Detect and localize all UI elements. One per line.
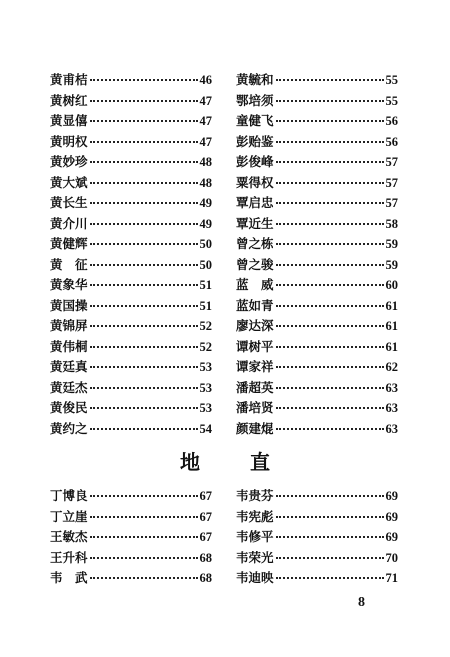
index-entry xyxy=(50,234,212,255)
entry-page-number: 49 xyxy=(199,196,212,210)
entry-name: 童健飞 xyxy=(236,113,274,128)
index-entry xyxy=(236,568,398,589)
entry-name: 彭俊峰 xyxy=(236,154,274,169)
dot-leader xyxy=(276,386,384,389)
entry-page-number: 52 xyxy=(199,339,212,354)
entry-page-number: 68 xyxy=(199,550,212,565)
index-entry xyxy=(50,398,212,419)
index-entry xyxy=(50,173,212,194)
entry-name: 黄长生 xyxy=(50,195,88,210)
entry-page-number: 49 xyxy=(199,216,212,231)
entry-name: 黄甫桔 xyxy=(50,72,88,87)
index-entry xyxy=(236,548,398,569)
dot-leader xyxy=(90,181,198,184)
entry-page-number: 63 xyxy=(385,380,398,395)
entry-page-number: 57 xyxy=(385,196,398,210)
dot-leader xyxy=(276,283,384,286)
entry-name: 潘培贤 xyxy=(236,400,274,415)
dot-leader xyxy=(90,576,198,579)
index-entry xyxy=(50,486,212,507)
dot-leader xyxy=(276,160,384,163)
entry-page-number: 57 xyxy=(385,175,398,190)
dot-leader xyxy=(276,324,384,327)
index-entry xyxy=(50,111,212,132)
dot-leader xyxy=(90,283,198,286)
entry-page-number: 69 xyxy=(385,530,398,544)
dot-leader xyxy=(276,556,384,559)
entry-page-number: 46 xyxy=(199,73,212,87)
index-entry xyxy=(50,91,212,112)
entry-name: 蓝如青 xyxy=(236,297,274,313)
index-entry xyxy=(236,234,398,255)
entry-page-number: 61 xyxy=(385,339,398,354)
entry-page-number: 47 xyxy=(199,134,212,149)
dot-leader xyxy=(90,406,198,409)
section-title xyxy=(180,446,270,475)
dot-leader xyxy=(90,515,198,518)
index-entry xyxy=(50,357,212,378)
dot-leader xyxy=(276,201,384,204)
upper-right-index-column xyxy=(236,70,398,439)
dot-leader xyxy=(276,181,384,184)
dot-leader xyxy=(90,427,198,430)
index-entry xyxy=(50,132,212,153)
entry-page-number: 69 xyxy=(385,489,398,503)
entry-page-number: 61 xyxy=(385,298,398,313)
entry-page-number: 56 xyxy=(385,114,398,128)
entry-name: 韦修平 xyxy=(236,529,274,544)
dot-leader xyxy=(276,427,384,430)
dot-leader xyxy=(90,222,198,225)
entry-name: 黄明权 xyxy=(50,133,88,149)
entry-name: 黄毓和 xyxy=(236,72,274,87)
entry-name: 黄大斌 xyxy=(50,174,88,190)
entry-name: 黄显僖 xyxy=(50,113,88,128)
lower-right-index-column xyxy=(236,486,398,589)
entry-name: 黄树红 xyxy=(50,92,88,108)
entry-page-number: 67 xyxy=(199,489,212,503)
upper-left-index-column xyxy=(50,70,212,439)
entry-page-number: 63 xyxy=(385,401,398,415)
entry-name: 丁立崖 xyxy=(50,508,88,524)
entry-name: 覃启忠 xyxy=(236,195,274,210)
entry-name: 彭贻鉴 xyxy=(236,133,274,149)
entry-page-number: 53 xyxy=(199,380,212,395)
entry-name: 覃近生 xyxy=(236,215,274,231)
entry-name: 韦 武 xyxy=(50,570,88,585)
entry-name: 颜建焜 xyxy=(236,420,274,436)
dot-leader xyxy=(90,160,198,163)
index-entry xyxy=(50,527,212,548)
dot-leader xyxy=(276,140,384,143)
entry-page-number: 67 xyxy=(199,509,212,524)
index-entry xyxy=(50,548,212,569)
dot-leader xyxy=(90,242,198,245)
entry-page-number: 69 xyxy=(385,509,398,524)
index-entry xyxy=(50,568,212,589)
entry-page-number: 47 xyxy=(199,114,212,128)
entry-name: 黄伟桐 xyxy=(50,338,88,354)
entry-page-number: 68 xyxy=(199,571,212,585)
entry-page-number: 70 xyxy=(385,550,398,565)
page-number: 8 xyxy=(358,595,365,610)
index-entry xyxy=(50,419,212,440)
entry-name: 黄健辉 xyxy=(50,236,88,251)
entry-page-number: 50 xyxy=(199,237,212,251)
entry-page-number: 47 xyxy=(199,93,212,108)
index-entry xyxy=(50,316,212,337)
section-title-char-1: 地 xyxy=(180,450,200,474)
dot-leader xyxy=(276,99,384,102)
index-entry xyxy=(50,193,212,214)
index-entry xyxy=(236,337,398,358)
index-entry xyxy=(236,193,398,214)
dot-leader xyxy=(276,242,384,245)
entry-page-number: 59 xyxy=(385,237,398,251)
index-entry xyxy=(50,255,212,276)
entry-name: 黄妙珍 xyxy=(50,154,88,169)
index-entry xyxy=(236,91,398,112)
index-entry xyxy=(236,357,398,378)
entry-name: 黄 征 xyxy=(50,256,88,272)
index-entry xyxy=(236,296,398,317)
entry-name: 潘超英 xyxy=(236,379,274,395)
entry-name: 廖达深 xyxy=(236,318,274,333)
entry-name: 黄廷杰 xyxy=(50,379,88,395)
index-entry xyxy=(236,214,398,235)
dot-leader xyxy=(90,365,198,368)
dot-leader xyxy=(276,494,384,497)
entry-page-number: 51 xyxy=(199,298,212,313)
index-entry xyxy=(50,152,212,173)
index-entry xyxy=(50,70,212,91)
entry-page-number: 67 xyxy=(199,530,212,544)
entry-name: 谭家祥 xyxy=(236,359,274,374)
index-entry xyxy=(236,132,398,153)
entry-name: 粟得权 xyxy=(236,174,274,190)
dot-leader xyxy=(90,304,198,307)
entry-page-number: 48 xyxy=(199,155,212,169)
entry-name: 王敏杰 xyxy=(50,529,88,544)
dot-leader xyxy=(90,535,198,538)
entry-name: 王升科 xyxy=(50,549,88,565)
index-entry xyxy=(50,214,212,235)
entry-name: 丁博良 xyxy=(50,488,88,503)
entry-page-number: 62 xyxy=(385,360,398,374)
index-entry xyxy=(236,152,398,173)
index-entry xyxy=(236,70,398,91)
entry-name: 黄象华 xyxy=(50,277,88,292)
dot-leader xyxy=(90,119,198,122)
entry-page-number: 58 xyxy=(385,216,398,231)
entry-name: 鄂培须 xyxy=(236,92,274,108)
lower-left-index-column xyxy=(50,486,212,589)
index-entry xyxy=(236,173,398,194)
index-entry xyxy=(50,337,212,358)
entry-page-number: 61 xyxy=(385,319,398,333)
entry-page-number: 51 xyxy=(199,278,212,292)
dot-leader xyxy=(90,78,198,81)
dot-leader xyxy=(276,406,384,409)
entry-name: 黄介川 xyxy=(50,215,88,231)
dot-leader xyxy=(90,345,198,348)
dot-leader xyxy=(276,119,384,122)
entry-name: 韦贵芬 xyxy=(236,488,274,503)
index-entry xyxy=(236,486,398,507)
entry-name: 韦宪彪 xyxy=(236,508,274,524)
dot-leader xyxy=(90,386,198,389)
index-entry xyxy=(236,111,398,132)
dot-leader xyxy=(276,78,384,81)
entry-name: 黄俊民 xyxy=(50,400,88,415)
index-entry xyxy=(236,255,398,276)
entry-page-number: 55 xyxy=(385,73,398,87)
entry-page-number: 59 xyxy=(385,257,398,272)
dot-leader xyxy=(276,345,384,348)
entry-page-number: 54 xyxy=(199,421,212,436)
dot-leader xyxy=(276,576,384,579)
entry-name: 曾之骏 xyxy=(236,256,274,272)
index-entry xyxy=(236,507,398,528)
index-entry xyxy=(236,316,398,337)
entry-page-number: 56 xyxy=(385,134,398,149)
dot-leader xyxy=(90,99,198,102)
dot-leader xyxy=(90,263,198,266)
entry-name: 黄约之 xyxy=(50,420,88,436)
index-entry xyxy=(236,398,398,419)
dot-leader xyxy=(276,263,384,266)
entry-page-number: 57 xyxy=(385,155,398,169)
dot-leader xyxy=(90,324,198,327)
dot-leader xyxy=(276,222,384,225)
dot-leader xyxy=(276,515,384,518)
entry-name: 黄廷真 xyxy=(50,359,88,374)
entry-page-number: 48 xyxy=(199,175,212,190)
entry-name: 黄锦屏 xyxy=(50,318,88,333)
entry-name: 谭树平 xyxy=(236,338,274,354)
entry-page-number: 71 xyxy=(385,571,398,585)
entry-page-number: 50 xyxy=(199,257,212,272)
index-entry xyxy=(50,275,212,296)
index-entry xyxy=(236,419,398,440)
index-entry xyxy=(236,275,398,296)
dot-leader xyxy=(90,201,198,204)
dot-leader xyxy=(276,365,384,368)
section-title-char-2: 直 xyxy=(250,450,270,474)
index-entry xyxy=(50,296,212,317)
entry-page-number: 53 xyxy=(199,401,212,415)
index-entry xyxy=(236,378,398,399)
entry-page-number: 52 xyxy=(199,319,212,333)
entry-page-number: 63 xyxy=(385,421,398,436)
entry-name: 韦荣光 xyxy=(236,549,274,565)
dot-leader xyxy=(90,140,198,143)
entry-name: 韦迪映 xyxy=(236,570,274,585)
entry-name: 蓝 威 xyxy=(236,277,274,292)
dot-leader xyxy=(90,556,198,559)
index-entry xyxy=(236,527,398,548)
entry-page-number: 60 xyxy=(385,278,398,292)
entry-page-number: 55 xyxy=(385,93,398,108)
dot-leader xyxy=(276,535,384,538)
entry-page-number: 53 xyxy=(199,360,212,374)
dot-leader xyxy=(90,494,198,497)
entry-name: 曾之栋 xyxy=(236,236,274,251)
entry-name: 黄国操 xyxy=(50,297,88,313)
index-entry xyxy=(50,507,212,528)
dot-leader xyxy=(276,304,384,307)
index-entry xyxy=(50,378,212,399)
